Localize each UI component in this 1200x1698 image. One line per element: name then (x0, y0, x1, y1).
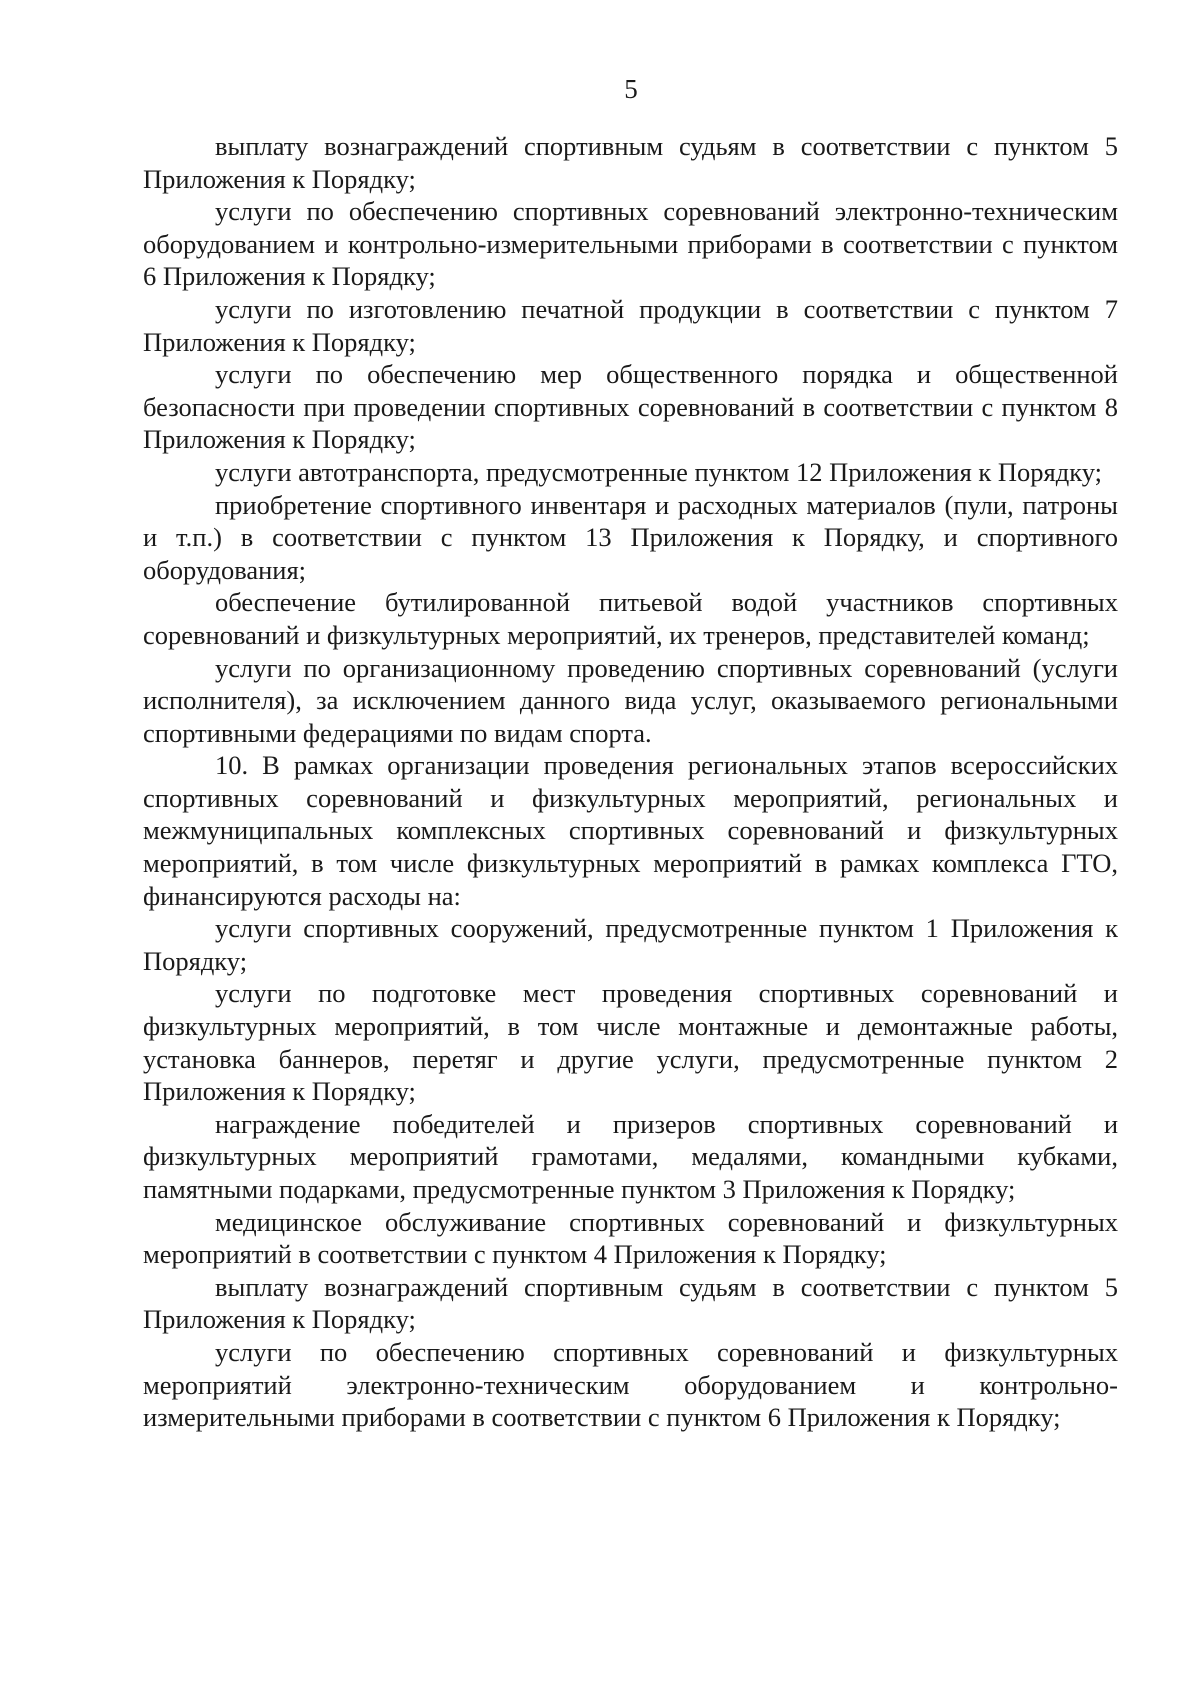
paragraph: услуги по изготовлению печатной продукции в соответствии с пунктом 7 Приложения к Порядку; (143, 293, 1118, 357)
paragraph: услуги по организационному проведению спортивных соревнований (услуги исполнителя), за исключением данного вида услуг, оказываемого региональными спортивными федерациями по видам спорта. (143, 652, 1118, 748)
paragraph: услуги автотранспорта, предусмотренные пунктом 12 Приложения к Порядку; (215, 456, 1102, 487)
section-paragraph: 10. В рамках организации проведения региональных этапов всероссийских спортивных соревнований и физкультурных мероприятий, региональных и межмуниципальных комплексных спортивных соревнований и физкультурных мероприятий, в том числе физкультурных мероприятий в рамках комплекса ГТО, финансируются расходы на: (143, 750, 1118, 911)
paragraph: приобретение спортивного инвентаря и расходных материалов (пули, патроны и т.п.) в соответствии с пунктом 13 Приложения к Порядку, и спортивного оборудования; (143, 489, 1118, 585)
paragraph: выплату вознаграждений спортивным судьям в соответствии с пунктом 5 Приложения к Порядку; (143, 131, 1118, 194)
paragraph: обеспечение бутилированной питьевой водой участников спортивных соревнований и физкультурных мероприятий, их тренеров, представителей команд; (143, 587, 1118, 650)
paragraph: медицинское обслуживание спортивных соревнований и физкультурных мероприятий в соответствии с пунктом 4 Приложения к Порядку; (143, 1206, 1118, 1270)
paragraph: услуги по обеспечению спортивных соревнований электронно-техническим оборудованием и контрольно-измерительными приборами в соответствии с пунктом 6 Приложения к Порядку; (143, 196, 1118, 292)
paragraph: награждение победителей и призеров спортивных соревнований и физкультурных мероприятий грамотами, медалями, командными кубками, памятными подарками, предусмотренные пунктом 3 Приложения к Порядку; (143, 1108, 1118, 1204)
paragraph: услуги по обеспечению спортивных соревнований и физкультурных мероприятий электронно-техническим оборудованием и контрольно-измерительными приборами в соответствии с пунктом 6 Приложения к Порядку; (143, 1336, 1118, 1433)
paragraph: выплату вознаграждений спортивным судьям в соответствии с пунктом 5 Приложения к Порядку; (143, 1271, 1118, 1335)
page-number: 5 (624, 74, 638, 104)
document-body (143, 130, 1118, 1434)
paragraph: услуги по обеспечению мер общественного порядка и общественной безопасности при проведении спортивных соревнований в соответствии с пунктом 8 Приложения к Порядку; (143, 359, 1118, 455)
paragraph: услуги спортивных сооружений, предусмотренные пунктом 1 Приложения к Порядку; (143, 913, 1118, 976)
paragraph: услуги по подготовке мест проведения спортивных соревнований и физкультурных мероприятий, в том числе монтажные и демонтажные работы, установка баннеров, перетяг и другие услуги, предусмотренные пунктом 2 Приложения к Порядку; (143, 978, 1118, 1107)
